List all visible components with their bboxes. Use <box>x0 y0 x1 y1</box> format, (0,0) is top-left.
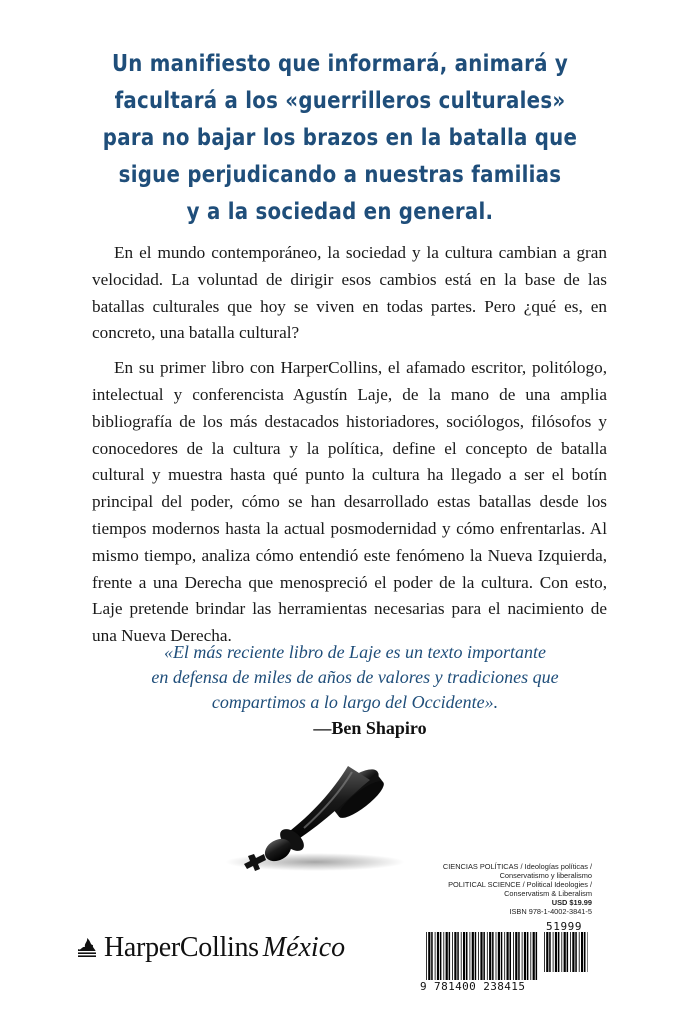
quote-line: compartimos a lo largo del Occidente». <box>211 692 499 712</box>
publisher-logo <box>76 928 345 968</box>
category-en-sub: Conservatism & Liberalism <box>504 889 592 898</box>
headline-line: sigue perjudicando a nuestras familias <box>118 162 562 188</box>
price: USD $19.99 <box>551 898 592 907</box>
back-cover-headline <box>82 46 598 231</box>
barcode-addon-bars <box>544 932 588 972</box>
publisher-name: HarperCollins <box>104 932 259 963</box>
isbn-barcode <box>420 920 600 1000</box>
publisher-country: México <box>262 932 346 963</box>
quote-line: en defensa de miles de años de valores y tradiciones que <box>151 667 559 687</box>
headline-line: facultará a los «guerrilleros culturales» <box>114 88 566 114</box>
headline-line: para no bajar los brazos en la batalla que <box>102 125 578 151</box>
category-es-sub: Conservatismo y liberalismo <box>499 871 592 880</box>
isbn: ISBN 978-1-4002-3841-5 <box>509 907 592 916</box>
endorsement-quote <box>120 640 590 715</box>
category-en: POLITICAL SCIENCE / Political Ideologies / <box>448 880 592 889</box>
barcode-addon-digits: 51999 <box>546 920 583 933</box>
description-paragraph: En su primer libro con HarperCollins, el afamado escritor, politólogo, intelectual y conferencista Agustín Laje, de la mano de una amplia bibliografía de los más destacados historiadores, sociólogos, filósofos y conocedores de la cultura y la política, define el concepto de batalla cultural y muestra hasta qué punto la cultura ha llegado a ser el botín principal del poder, cómo se han desarrollado estas batallas desde los tiempos modernos hasta la actual posmodernidad y cómo enfrentarlas. Al mismo tiempo, analiza cómo entendió este fenómeno la Nueva Izquierda, frente a una Derecha que menospreció el poder de la cultura. Con esto, Laje pretende brindar las herramientas necesarias para el nacimiento de una Nueva Derecha. <box>92 358 607 646</box>
quote-line: «El más reciente libro de Laje es un texto importante <box>163 642 547 662</box>
category-es: CIENCIAS POLÍTICAS / Ideologías políticas / <box>442 862 592 871</box>
quote-author: —Ben Shapiro <box>313 718 427 738</box>
headline-line: Un manifiesto que informará, animará y <box>111 51 569 77</box>
catalog-info <box>422 862 592 916</box>
barcode-bars <box>426 932 538 980</box>
book-description <box>92 240 607 658</box>
fallen-chess-king-icon <box>220 758 420 878</box>
description-paragraph: En el mundo contemporáneo, la sociedad y la cultura cambian a gran velocidad. La voluntad de dirigir esos cambios está en la base de las batallas culturales que hoy se viven en todas partes. Pero ¿qué es, en concreto, una batalla cultural? <box>92 243 607 343</box>
fire-water-logo-icon <box>76 937 98 959</box>
barcode-digits: 9 781400 238415 <box>420 980 526 993</box>
headline-line: y a la sociedad en general. <box>186 199 494 225</box>
